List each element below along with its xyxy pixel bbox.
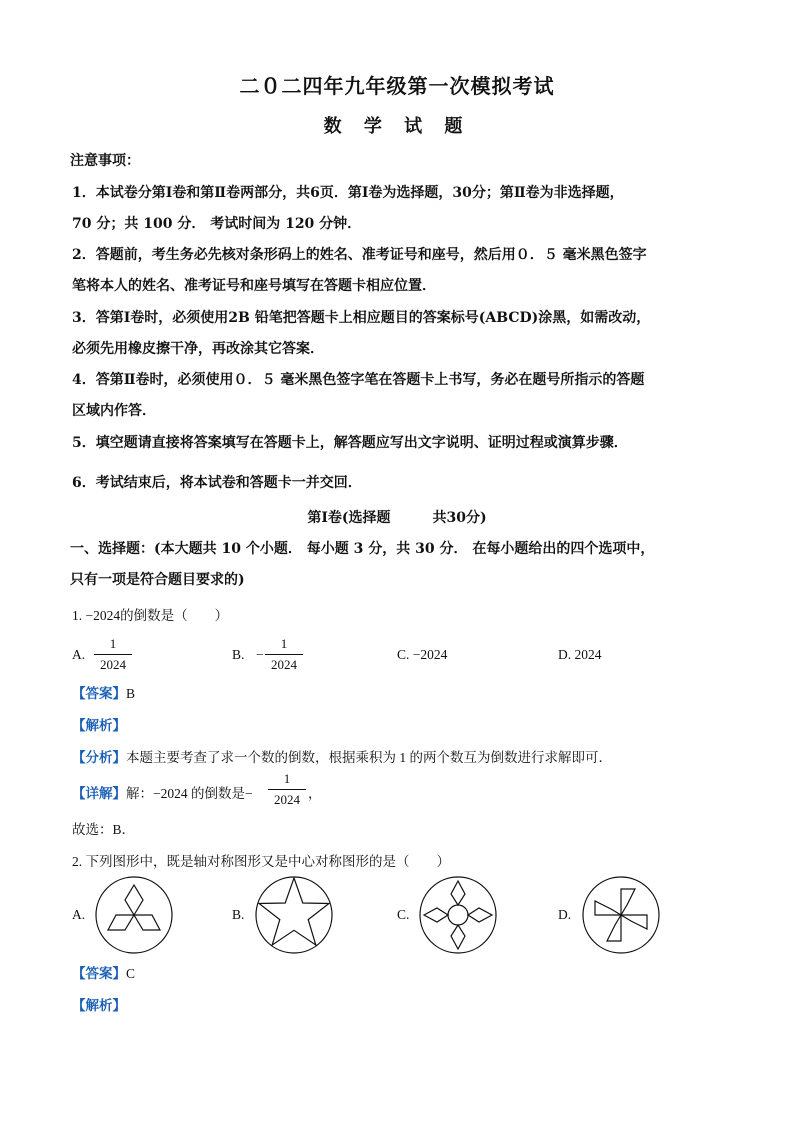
figure-c-label: C. [397, 907, 410, 922]
notice-item: 5．填空题请直接将答案填写在答题卡上，解答题应写出文字说明、证明过程或演算步骤． [72, 435, 628, 451]
question-1-stem: 1. −2024的倒数是（ ） [72, 608, 229, 623]
notice-item: 3．答第Ⅰ卷时，必须使用2B 铅笔把答题卡上相应题目的答案标号(ABCD)涂黑，如需改动， [72, 310, 651, 326]
fraction-numerator: 1 [280, 636, 288, 651]
fraction-denominator: 2024 [100, 657, 126, 672]
figure-b-star [254, 875, 334, 955]
analysis-tag-line [72, 714, 126, 734]
analysis-tag: 【解析】 [72, 998, 126, 1014]
answer-line [72, 682, 135, 702]
notice-item: 1．本试卷分第Ⅰ卷和第Ⅱ卷两部分，共6页．第Ⅰ卷为选择题，30分；第Ⅱ卷为非选择题， [72, 185, 624, 201]
q2-analysis-line [72, 994, 126, 1014]
analysis-tag: 【解析】 [72, 718, 126, 734]
option-b-fraction [265, 636, 303, 673]
notice-item: 70 分；共 100 分． 考试时间为 120 分钟． [72, 216, 362, 232]
notice-item: 6．考试结束后，将本试卷和答题卡一并交回． [72, 475, 362, 491]
answer-tag: 【答案】 [72, 686, 126, 702]
q2-answer-line [72, 962, 135, 982]
xiangjie-end: ， [308, 786, 322, 801]
fenxi-tag: 【分析】 [72, 750, 126, 766]
fenxi-text: 本题主要考查了求一个数的倒数，根据乘积为 1 的两个数互为倒数进行求解即可． [126, 750, 612, 765]
part-instruction: 只有一项是符合题目要求的) [70, 572, 245, 588]
option-c: C. −2024 [397, 647, 448, 662]
page-title: 二０二四年九年级第一次模拟考试 [239, 74, 555, 98]
notice-item: 2．答题前，考生务必先核对条形码上的姓名、准考证号和座号，然后用０．５ 毫米黑色签字 [72, 247, 647, 263]
fraction-numerator: 1 [109, 636, 117, 651]
option-b-sign: − [256, 647, 264, 662]
notice-item: 4．答第Ⅱ卷时，必须使用０．５ 毫米黑色签字笔在答题卡上书写，务必在题号所指示的答题 [72, 372, 645, 388]
fraction-numerator: 1 [283, 771, 291, 786]
option-a-label: A. [72, 647, 86, 662]
part-instruction: 一、选择题：(本大题共 10 个小题． 每小题 3 分，共 30 分． 在每小题给出的四个选项中， [70, 541, 655, 557]
fraction-denominator: 2024 [274, 792, 300, 807]
subject-title: 数 学 试 题 [323, 116, 471, 137]
figure-c-four-diamonds [418, 875, 498, 955]
answer-value: C [126, 966, 136, 981]
xiangjie-line [72, 782, 253, 802]
notice-item: 区域内作答． [72, 403, 156, 419]
notice-item: 笔将本人的姓名、准考证号和座号填写在答题卡相应位置． [72, 278, 436, 294]
fraction-denominator: 2024 [271, 657, 297, 672]
notice-item: 必须先用橡皮擦干净，再改涂其它答案． [72, 341, 324, 357]
figure-b-label: B. [232, 907, 245, 922]
answer-tag: 【答案】 [72, 966, 126, 982]
figure-d-label: D. [558, 907, 572, 922]
conclusion: 故选：B． [72, 822, 136, 837]
answer-value: B [126, 686, 136, 701]
question-2-stem: 2. 下列图形中，既是轴对称图形又是中心对称图形的是（ ） [72, 854, 450, 869]
xiangjie-fraction [268, 771, 306, 808]
option-d: D. 2024 [558, 647, 602, 662]
notice-heading: 注意事项： [70, 153, 140, 169]
figure-a-three-rhombi [94, 875, 174, 955]
xiangjie-text: 解：−2024 的倒数是− [126, 786, 253, 801]
xiangjie-tag: 【详解】 [72, 786, 126, 802]
option-b-label: B. [232, 647, 245, 662]
fenxi-line [72, 746, 612, 766]
option-a-fraction [94, 636, 132, 673]
figure-a-label: A. [72, 907, 86, 922]
section-title: 第Ⅰ卷(选择题 共30分) [307, 510, 487, 526]
figure-d-pinwheel [581, 875, 661, 955]
